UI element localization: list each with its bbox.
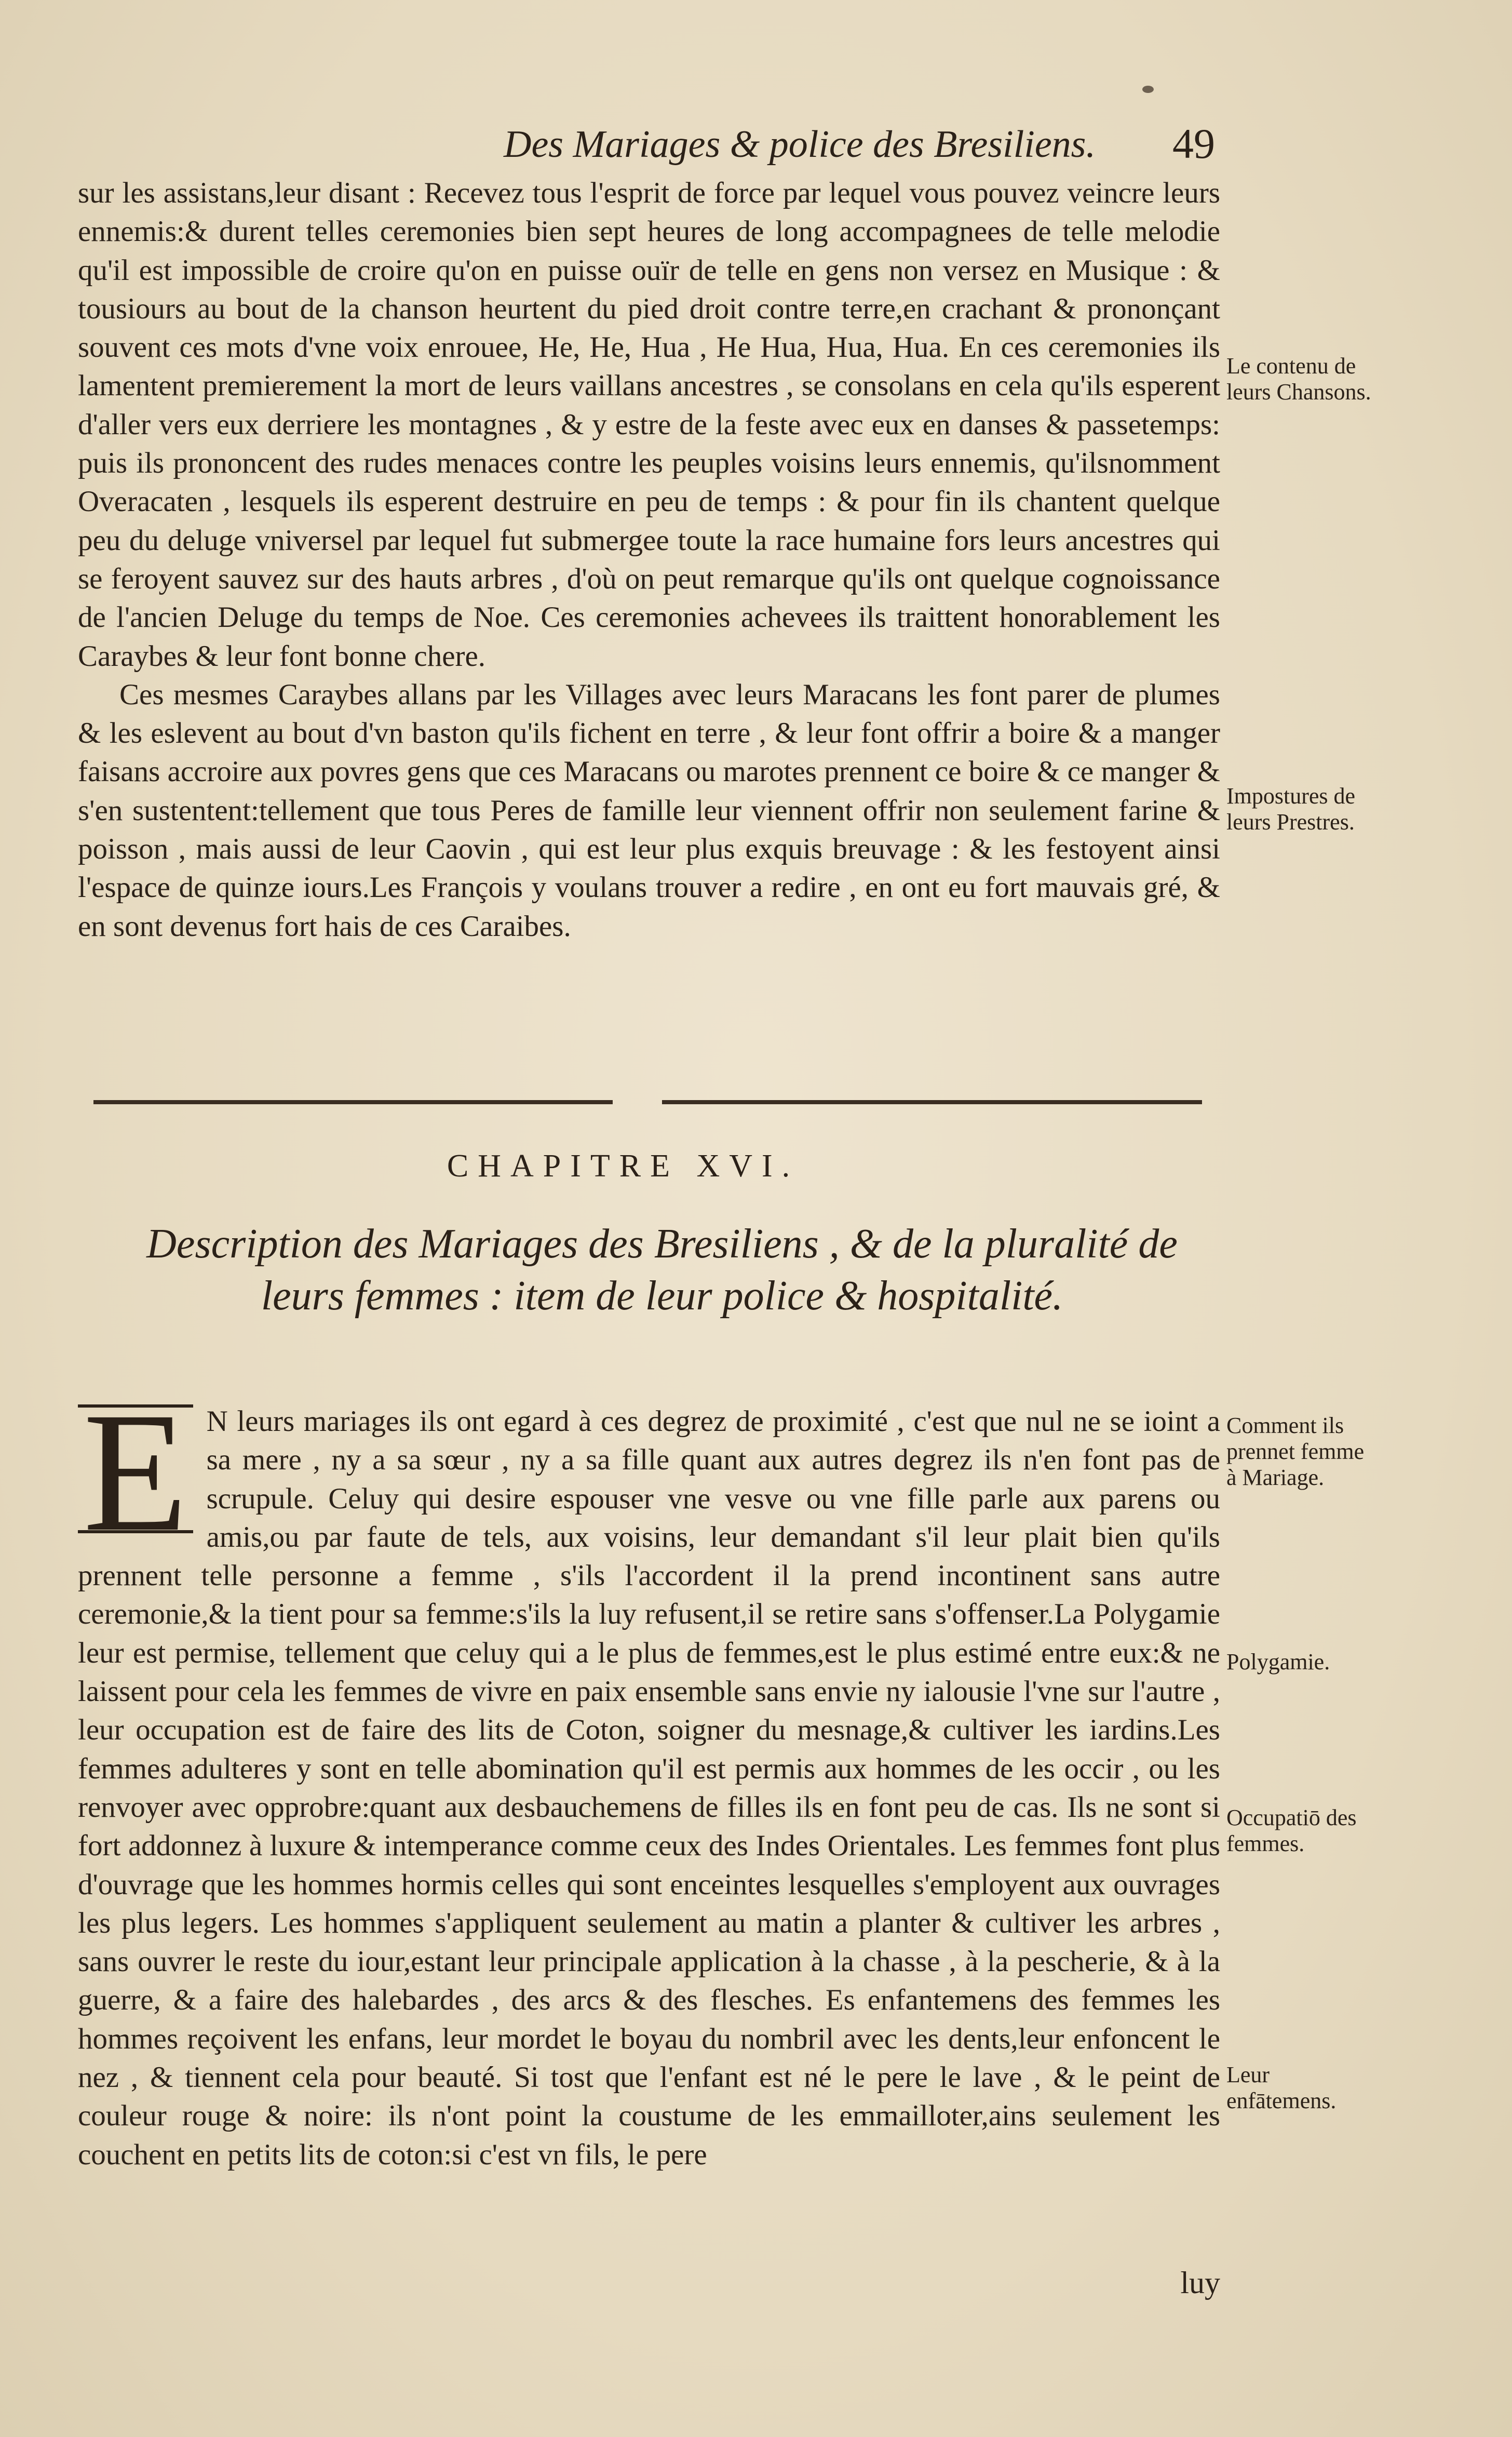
paragraph: N leurs mariages ils ont egard à ces degrez de proximité , c'est que nul ne se ioint a sa mere , ny a sa sœur , ny a sa fille quant aux autres degrez ils n'en font pas de scrupule. Celuy qui desire espouser vne vesve ou vne fille parle aux parens ou amis,ou par faute de tels, aux voisins, leur demandant s'il leur plait bien qu'ils prennent telle personne a femme , s'ils l'accordent il la prend incontinent sans autre ceremonie,& la tient pour sa femme:s'ils la luy refusent,il se retire sans s'offenser.La Polygamie leur est permise, tellement que celuy qui a le plus de femmes,est le plus estimé entre eux:& ne laissent pour cela les femmes de vivre en paix ensemble sans envie ny ialousie l'vne sur l'autre , leur occupation est de faire des lits de Coton, soigner du mesnage,& cultiver les iardins.Les femmes adulteres y sont en telle abomination qu'il est permis aux hommes de les occir , ou les renvoyer avec opprobre:quant aux desbauchemens de filles ils en font peu de cas. Ils ne sont si fort addonnez à luxure & intemperance comme ceux des Indes Orientales. Les femmes font plus d'ouvrage que les hommes hormis celles qui sont enceintes lesquelles s'employent aux ouvrages les plus legers. Les hommes s'appliquent seulement au matin a planter & cultiver les arbres , sans ouvrer le reste du iour,estant leur principale application à la chasse , à la pescherie, & à la guerre, & a faire des halebardes , des arcs & des flesches. Es enfantemens des femmes les hommes reçoivent les enfans, leur mordet le boyau du nombril avec les dents,leur enfoncent le nez , & tiennent cela pour beauté. Si tost que l'enfant est né le pere le lave , & le peint de couleur rouge & noire: ils n'ont point la coustume de les emmailloter,ains seulement les couchent en petits lits de coton:si c'est vn fils, le pere bbox=[78, 1405, 1220, 2171]
text-section-1 bbox=[78, 174, 1220, 1052]
margin-note-mariage: Comment ils prennet femme à Mariage. bbox=[1226, 1413, 1365, 1490]
divider-rule bbox=[93, 1100, 613, 1104]
chapter-title: Description des Mariages des Bresiliens , & de la pluralité de leurs femmes : item de leur police & hospitalité. bbox=[146, 1221, 1178, 1319]
text-section-2 bbox=[78, 1377, 1220, 2337]
paragraph: Ces mesmes Caraybes allans par les Villages avec leurs Maracans les font parer de plumes & les eslevent au bout d'vn baston qu'ils fichent en terre , & leur font offrir a boire & a manger faisans accroire aux povres gens que ces Maracans ou marotes prennent ce boire & ce manger & s'en sustentent:tellement que tous Peres de famille leur viennent offrir non seulement farine & poisson , mais aussi de leur Caovin , qui est leur plus exquis breuvage : & les festoyent ainsi l'espace de quinze iours.Les François y voulans trouver a redire , en ont eu fort mauvais gré, & en sont devenus fort hais de ces Caraibes. bbox=[78, 678, 1220, 943]
paragraph: sur les assistans,leur disant : Recevez tous l'esprit de force par lequel vous pouvez veincre leurs ennemis:& durent telles ceremonies bien sept heures de long accompagnees de telle melodie qu'il est impossible de croire qu'on en puisse ouïr de telle en gens non versez en Musique : & tousiours au bout de la chanson heurtent du pied droit contre terre,en crachant & prononçant souvent ces mots d'vne voix enrouee, He, He, Hua , He Hua, Hua, Hua. En ces ceremonies ils lamentent premierement la mort de leurs vaillans ancestres , se consolans en cela qu'ils esperent d'aller vers eux derriere les montagnes , & y estre de la feste avec eux en danses & passetemps: puis ils prononcent des rudes menaces contre les peuples voisins leurs ennemis, qu'ilsnomment Overacaten , lesquels ils esperent destruire en peu de temps : & pour fin ils chantent quelque peu du deluge vniversel par lequel fut submergee toute la race humaine fors leurs ancestres qui se feroyent sauvez sur des hauts arbres , d'où on peut remarque qu'ils ont quelque cognoissance de l'ancien Deluge du temps de Noe. Ces ceremonies achevees ils traittent honorablement les Caraybes & leur font bonne chere. bbox=[78, 177, 1220, 673]
ink-speck bbox=[1142, 86, 1154, 93]
divider-rule bbox=[662, 1100, 1202, 1104]
margin-note-impostures: Impostures de leurs Prestres. bbox=[1226, 783, 1356, 835]
margin-note-chansons: Le contenu de leurs Chansons. bbox=[1226, 353, 1371, 405]
margin-note-occupation: Occupatiō des femmes. bbox=[1226, 1805, 1357, 1856]
margin-note-polygamie: Polygamie. bbox=[1226, 1649, 1330, 1675]
page-number: 49 bbox=[1172, 120, 1215, 167]
catchword: luy bbox=[1180, 2266, 1220, 2300]
margin-note-enfantemens: Leur enfātemens. bbox=[1226, 2062, 1336, 2113]
running-title: Des Mariages & police des Bresiliens. bbox=[504, 123, 1096, 166]
drop-cap: E bbox=[78, 1404, 193, 1533]
chapter-heading: CHAPITRE XVI. bbox=[447, 1148, 800, 1184]
